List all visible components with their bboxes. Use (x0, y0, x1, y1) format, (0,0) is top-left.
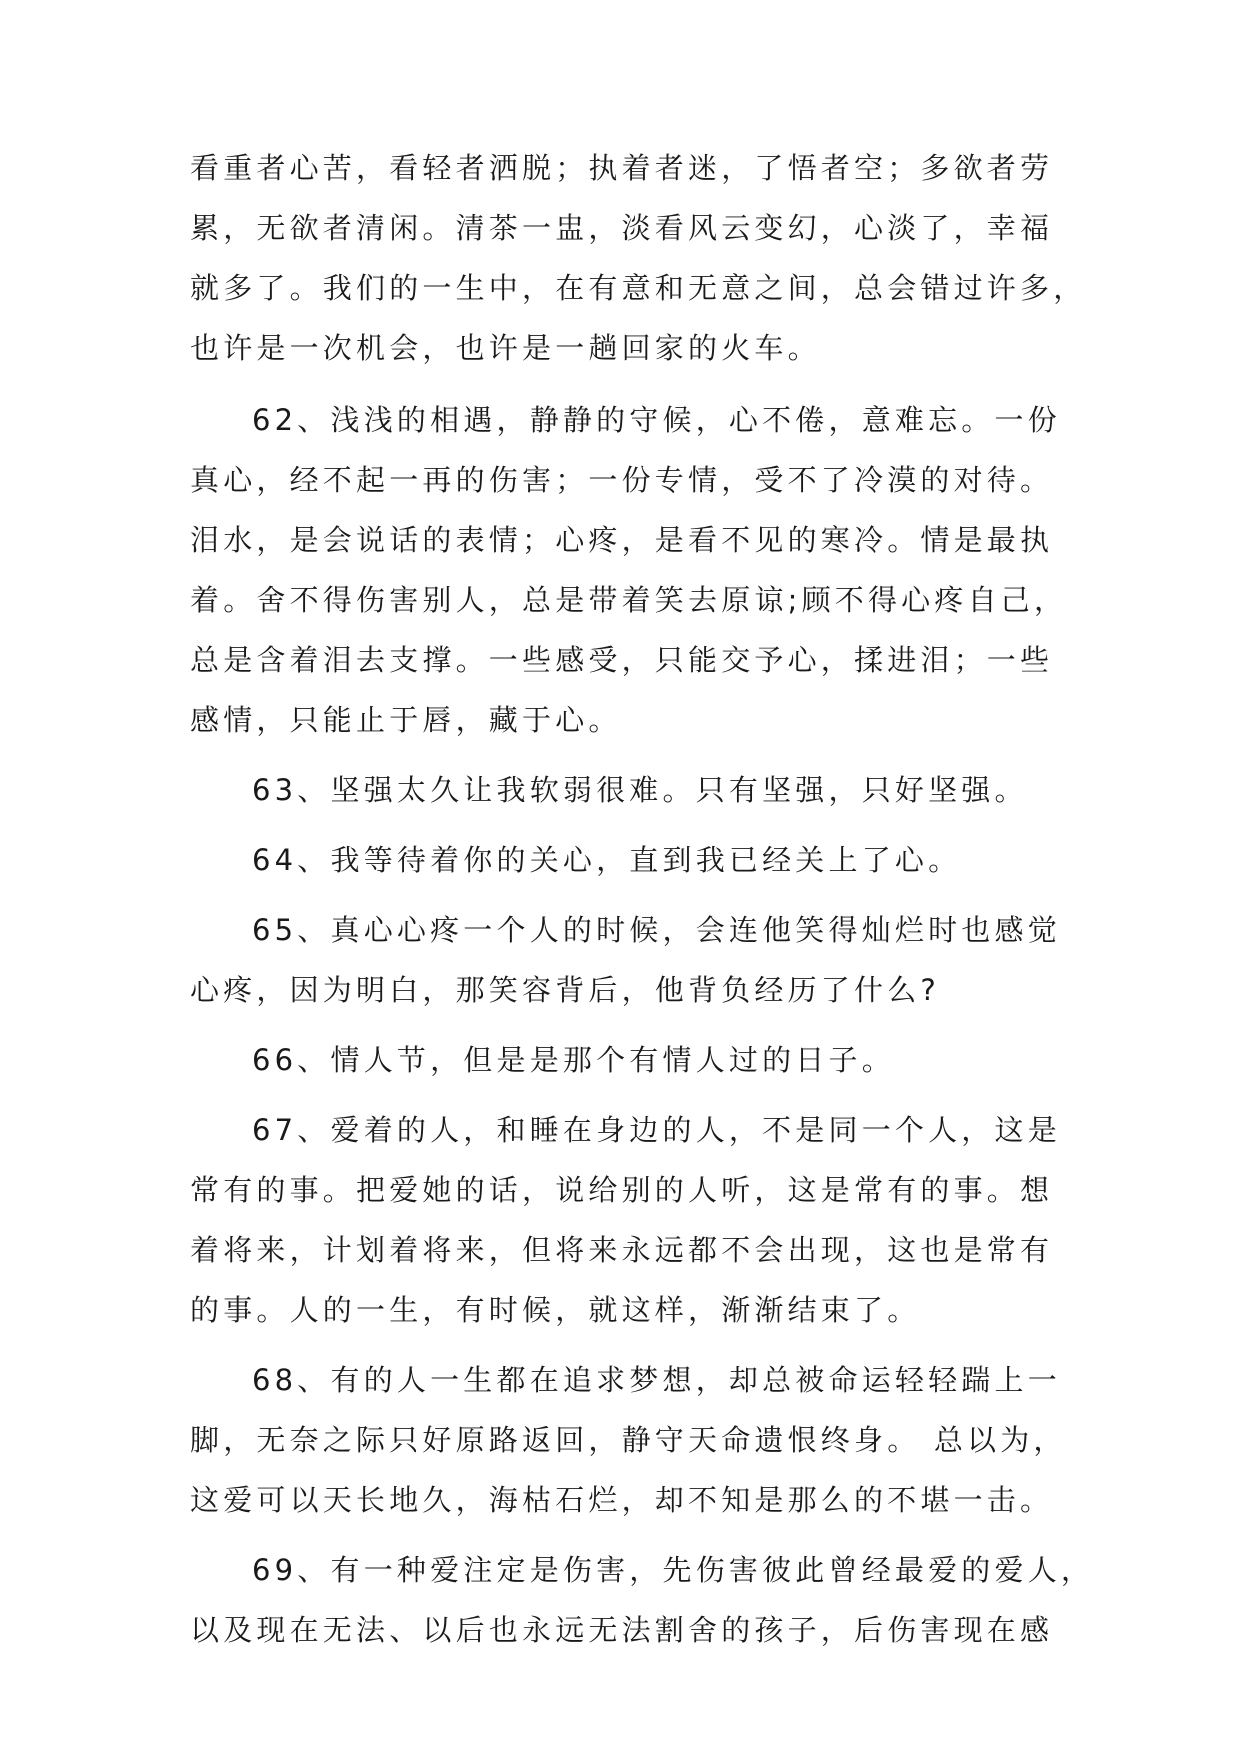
text-line: 常有的事。把爱她的话，说给别的人听，这是常有的事。想 (190, 1173, 1054, 1207)
text-line: 脚，无奈之际只好原路返回，静守天命遗恨终身。 总以为， (190, 1423, 1067, 1457)
text-line: 也许是一次机会，也许是一趟回家的火车。 (190, 331, 821, 365)
text-line: 看重者心苦，看轻者洒脱；执着者迷，了悟者空；多欲者劳 (190, 151, 1054, 185)
text-line: 真心，经不起一再的伤害；一份专情，受不了冷漠的对待。 (190, 463, 1054, 497)
text-line: 累，无欲者清闲。清茶一盅，淡看风云变幻，心淡了，幸福 (190, 211, 1054, 245)
paragraph-66-first-line: 66、情人节，但是是那个有情人过的日子。 (252, 1043, 895, 1077)
text-line: 以及现在无法、以后也永远无法割舍的孩子，后伤害现在感 (190, 1613, 1054, 1647)
text-line: 的事。人的一生，有时候，就这样，渐渐结束了。 (190, 1293, 921, 1327)
text-line: 泪水，是会说话的表情；心疼，是看不见的寒冷。情是最执 (190, 523, 1054, 557)
text-line: 感情，只能止于唇，藏于心。 (190, 703, 622, 737)
text-line: 着将来，计划着将来，但将来永远都不会出现，这也是常有 (190, 1233, 1054, 1267)
paragraph-68-first-line: 68、有的人一生都在追求梦想，却总被命运轻轻踹上一 (252, 1363, 1061, 1397)
paragraph-63-first-line: 63、坚强太久让我软弱很难。只有坚强，只好坚强。 (252, 773, 1028, 807)
text-line: 心疼，因为明白，那笑容背后，他背负经历了什么? (190, 973, 940, 1007)
paragraph-65-first-line: 65、真心心疼一个人的时候，会连他笑得灿烂时也感觉 (252, 913, 1061, 947)
text-line: 总是含着泪去支撑。一些感受，只能交予心，揉进泪；一些 (190, 643, 1054, 677)
paragraph-62-first-line: 62、浅浅的相遇，静静的守候，心不倦，意难忘。一份 (252, 403, 1061, 437)
paragraph-67-first-line: 67、爱着的人，和睡在身边的人，不是同一个人，这是 (252, 1113, 1061, 1147)
paragraph-64-first-line: 64、我等待着你的关心，直到我已经关上了心。 (252, 843, 962, 877)
paragraph-69-first-line: 69、有一种爱注定是伤害，先伤害彼此曾经最爱的爱人， (252, 1553, 1095, 1587)
text-line: 这爱可以天长地久，海枯石烂，却不知是那么的不堪一击。 (190, 1483, 1054, 1517)
text-line: 就多了。我们的一生中，在有意和无意之间，总会错过许多， (190, 271, 1087, 305)
text-line: 着。舍不得伤害别人，总是带着笑去原谅;顾不得心疼自己， (190, 583, 1068, 617)
